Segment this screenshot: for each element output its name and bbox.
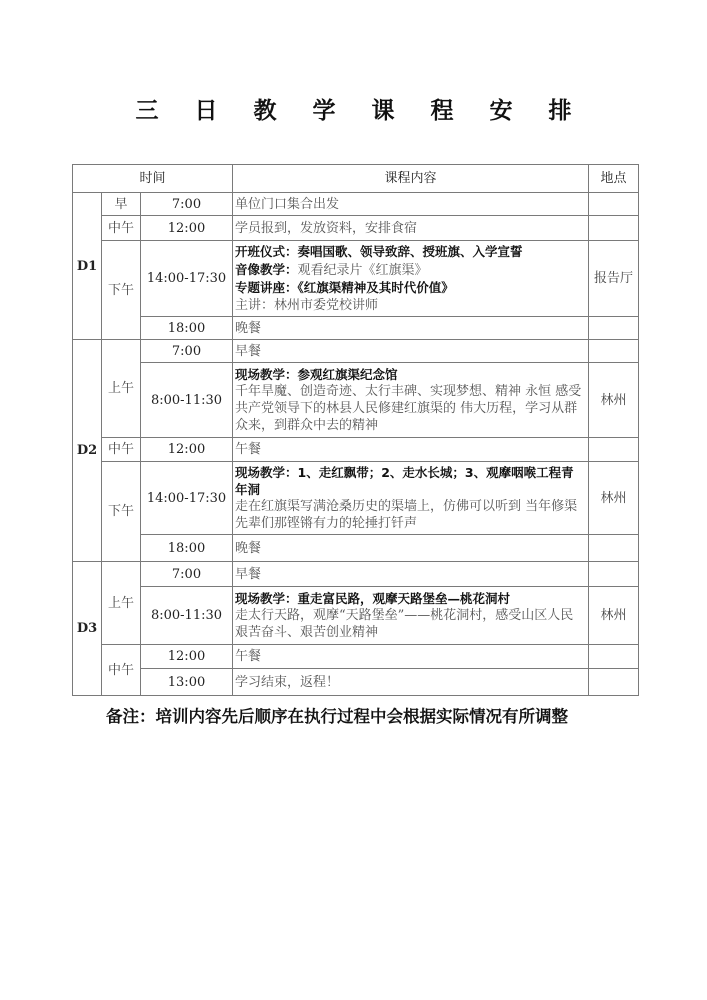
table-row	[73, 438, 639, 462]
place-cell: 林州	[589, 462, 639, 535]
place-cell	[589, 216, 639, 241]
time-cell: 13:00	[141, 669, 233, 696]
table-row	[73, 562, 639, 587]
content-cell: 午餐	[233, 438, 589, 462]
period-label: 上午	[102, 340, 141, 438]
place-cell	[589, 669, 639, 696]
place-cell	[589, 340, 639, 363]
period-label: 下午	[102, 462, 141, 562]
content-cell: 早餐	[233, 340, 589, 363]
schedule-table	[72, 164, 639, 696]
place-cell	[589, 562, 639, 587]
content-cell: 晚餐	[233, 317, 589, 340]
content-cell: 现场教学：参观红旗渠纪念馆 千年旱魔、创造奇迹、太行丰碑、实现梦想、精神 永恒 感受共产党领导下的林县人民修建红旗渠的 伟大历程，学习从群众来，到群众中去的精神	[233, 363, 589, 438]
table-row	[73, 340, 639, 363]
period-label: 中午	[102, 216, 141, 241]
content-cell: 现场教学：重走富民路，观摩天路堡垒—桃花洞村 走太行天路，观摩“天路堡垒”——桃花洞村，感受山区人民艰苦奋斗、艰苦创业精神	[233, 587, 589, 645]
content-cell: 现场教学：1、走红飘带；2、走水长城；3、观摩咽喉工程青年洞 走在红旗渠写满沧桑历史的渠墙上，仿佛可以听到 当年修渠先辈们那铿锵有力的轮捶打钎声	[233, 462, 589, 535]
time-cell: 7:00	[141, 193, 233, 216]
place-cell	[589, 438, 639, 462]
header-time: 时间	[73, 165, 233, 193]
footnote: 备注：培训内容先后顺序在执行过程中会根据实际情况有所调整	[106, 707, 568, 726]
content-cell: 单位门口集合出发	[233, 193, 589, 216]
table-row	[73, 363, 639, 438]
place-cell: 报告厅	[589, 241, 639, 317]
table-row	[73, 216, 639, 241]
place-cell	[589, 645, 639, 669]
place-cell	[589, 535, 639, 562]
time-cell: 12:00	[141, 216, 233, 241]
time-cell: 12:00	[141, 438, 233, 462]
table-row	[73, 462, 639, 535]
time-cell: 12:00	[141, 645, 233, 669]
table-row	[73, 535, 639, 562]
table-row	[73, 317, 639, 340]
time-cell: 8:00-11:30	[141, 363, 233, 438]
time-cell: 7:00	[141, 340, 233, 363]
day-label: D1	[73, 193, 102, 340]
place-cell: 林州	[589, 587, 639, 645]
time-cell: 7:00	[141, 562, 233, 587]
table-row	[73, 241, 639, 317]
time-cell: 18:00	[141, 535, 233, 562]
table-row	[73, 645, 639, 669]
content-cell: 学员报到，发放资料，安排食宿	[233, 216, 589, 241]
time-cell: 14:00-17:30	[141, 241, 233, 317]
content-cell: 午餐	[233, 645, 589, 669]
period-label: 下午	[102, 241, 141, 340]
content-cell: 学习结束，返程！	[233, 669, 589, 696]
header-place: 地点	[589, 165, 639, 193]
period-label: 中午	[102, 645, 141, 696]
place-cell: 林州	[589, 363, 639, 438]
header-row	[73, 165, 639, 193]
time-cell: 8:00-11:30	[141, 587, 233, 645]
place-cell	[589, 193, 639, 216]
day-label: D3	[73, 562, 102, 696]
content-cell: 早餐	[233, 562, 589, 587]
period-label: 上午	[102, 562, 141, 645]
table-row	[73, 669, 639, 696]
header-content: 课程内容	[233, 165, 589, 193]
content-cell: 开班仪式：奏唱国歌、领导致辞、授班旗、入学宣誓 音像教学：观看纪录片《红旗渠》 专题讲座：《红旗渠精神及其时代价值》 主讲：林州市委党校讲师	[233, 241, 589, 317]
period-label: 早	[102, 193, 141, 216]
time-cell: 18:00	[141, 317, 233, 340]
time-cell: 14:00-17:30	[141, 462, 233, 535]
content-cell: 晚餐	[233, 535, 589, 562]
table-row	[73, 587, 639, 645]
period-label: 中午	[102, 438, 141, 462]
page-title: 三 日 教 学 课 程 安 排	[135, 98, 586, 124]
day-label: D2	[73, 340, 102, 562]
table-row	[73, 193, 639, 216]
place-cell	[589, 317, 639, 340]
